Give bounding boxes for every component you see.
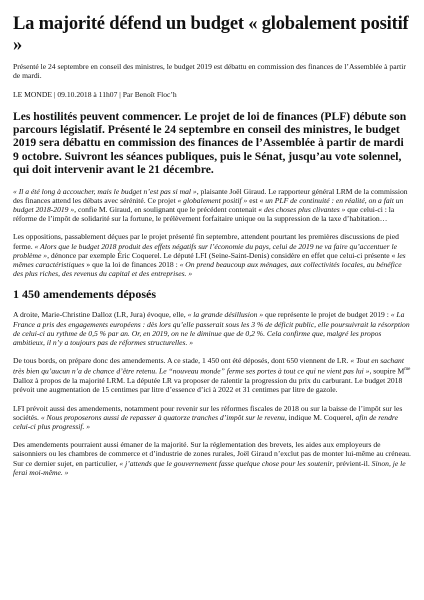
paragraph-2: Les oppositions, passablement déçues par le projet présenté fin septembre, attendent pourtant les premières discussions de pied ferme. « Alors que le budget 2018 produit des effets négatifs sur l’économie du pays, celui de 2019 ne va faire qu’accentuer le problème », dénonce par exemple Éric Coquerel. Le député LFI (Seine-Saint-Denis) considère en effet que celui-ci présente « les mêmes caractéristiques » que la loi de finances 2018 : « On prend beaucoup aux ménages, aux collectivités locales, au bénéfice des plus riches, des revenus du capital et des entreprises. » [13, 232, 406, 279]
paragraph-3: A droite, Marie-Christine Dalloz (LR, Jura) évoque, elle, « la grande désillusion » que représente le projet de budget 2019 : « La France a pris des engagements européens : dès lors qu’elle passerait sous les 3 % de déficit public, elle poursuivrait la résorption de celui-ci au rythme de 0,5 % par an. Or, en 2019, on ne le diminue que de 0,2 %. Cela confirme que, malgré les propos ambitieux, il n’y a toujours pas de réformes structurelles. » [13, 310, 410, 348]
paragraph-4: De tous bords, on prépare donc des amendements. A ce stade, 1 450 ont été déposés, dont 650 viennent de LR. « Tout en sachant très bien qu’aucun n’a de chance d’être retenu. Le “nouveau monde” ferme ses portes à tout ce qui ne vient pas lui », soupire $M^{me}$ Dalloz à propos de la majorité LRM. La députée LR va proposer de ralentir la progression du prix du carburant. Le budget 2018 prévoit une augmentation de 15 centimes par litre d’essence d’ici à 2022 et 31 centimes par litre de gazole. [13, 356, 411, 395]
quote: « Il a été long à accoucher, mais le budget n’est pas si mal » [13, 186, 197, 196]
section-heading: 1 450 amendements déposés [13, 287, 156, 302]
article-subtitle: Présenté le 24 septembre en conseil des ministres, le budget 2019 est débattu en commission des finances de l’Assemblée à partir de mardi. [13, 62, 406, 81]
paragraph-5: LFI prévoit aussi des amendements, notamment pour revenir sur les réformes fiscales de 2018 ou sur la baisse de l’impôt sur les sociétés. « Nous proposerons aussi de repasser à quatorze tranches d’impôt sur le revenu, indique M. Coquerel, afin de rendre celui-ci plus progressif. » [13, 403, 403, 432]
byline: LE MONDE | 09.10.2018 à 11h07 | Par Benoît Floc’h [13, 89, 177, 99]
article-title: La majorité défend un budget « globalement positif » [13, 14, 409, 55]
paragraph-6: Des amendements pourraient aussi émaner de la majorité. Sur la réglementation des brevets, les aides aux employeurs de saisonniers ou les chambres de commerce et d’industrie de zones rurales, Joël Giraud n’exclut pas de monter lui-même au créneau. Sur ce dernier sujet, en particulier, « j’attends que le gouvernement fasse quelque chose pour les soutenir, prévient-il. Sinon, je le ferai moi-même. » [13, 440, 411, 477]
lead-paragraph: Les hostilités peuvent commencer. Le projet de loi de finances (PLF) débute son parcours législatif. Présenté le 24 septembre en conseil des ministres, le budget 2019 sera débattu en commission des finances de l’Assemblée à partir de mardi 9 octobre. Suivront les séances publiques, puis le Sénat, jusqu’au vote solennel, qui doit intervenir avant le 21 décembre. [13, 109, 407, 177]
paragraph-1: « Il a été long à accoucher, mais le budget n’est pas si mal », plaisante Joël Giraud. Le rapporteur général LRM de la commission des finances attend les débats avec sérénité. Ce projet « globalement positif » est « un PLF de continuité : en réalité, on a fait un budget 2018-2019 », confie M. Giraud, en soulignant que le précédent contenait « des choses plus clivantes » que celui-ci : la réforme de l’impôt de solidarité sur la fortune, le prélèvement forfaitaire unique ou la suppression de la taxe d’habitation… [13, 186, 408, 224]
